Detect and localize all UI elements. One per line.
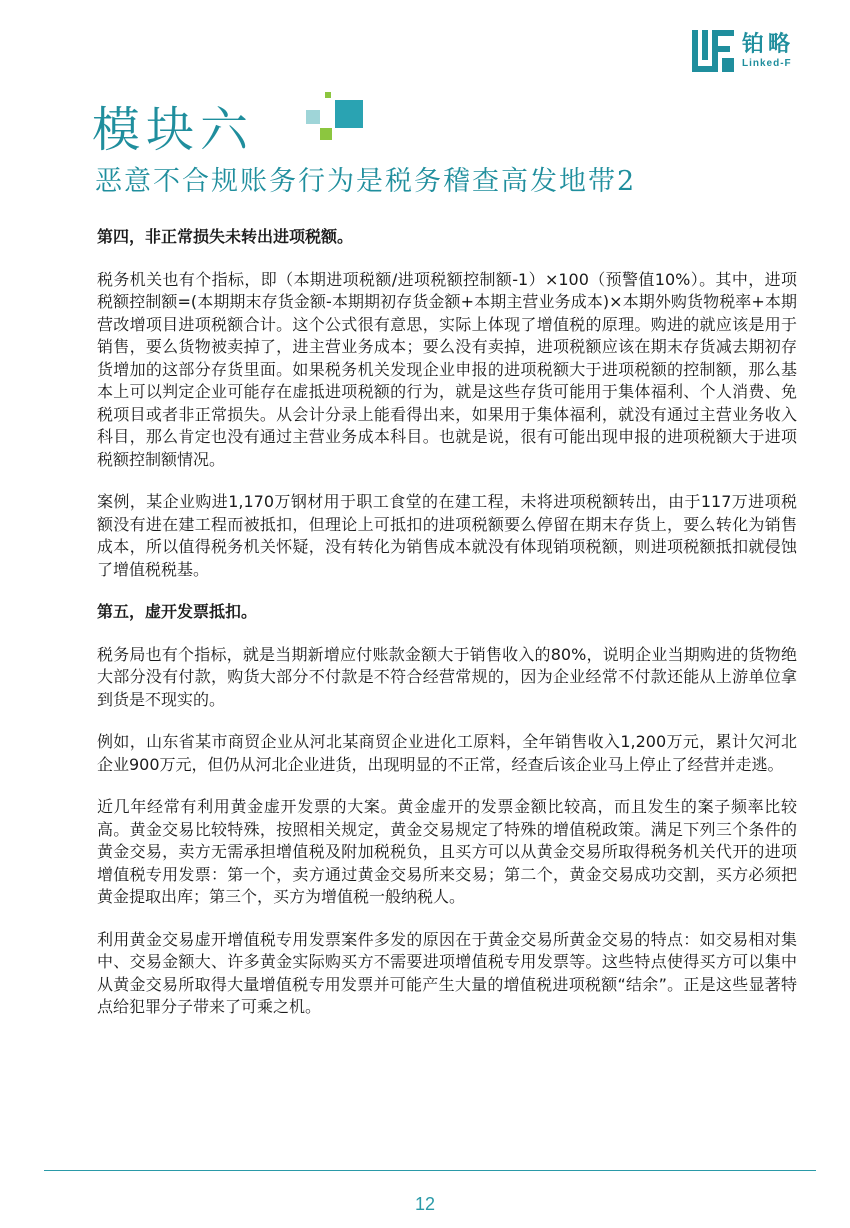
footer-divider xyxy=(44,1170,816,1171)
brand-logo xyxy=(690,28,794,74)
paragraph: 税务机关也有个指标，即（本期进项税额/进项税额控制额-1）×100（预警值10%）。其中，进项税额控制额=(本期期末存货金额-本期期初存货金额+本期主营业务成本)×本期外购货物税率+本期营改增项目进项税额合计。这个公式很有意思，实际上体现了增值税的原理。购进的就应该是用于销售，要么货物被卖掉了，进主营业务成本；要么没有卖掉，进项税额应该在期末存货减去期初存货增加的这部分存货里面。如果税务机关发现企业申报的进项税额大于进项税额的控制额，那么基本上可以判定企业可能存在虚抵进项税额的行为，就是这些存货可能用于集体福利、个人消费、免税项目或者非正常损失。从会计分录上能看得出来，如果用于集体福利，就没有通过主营业务收入科目，那么肯定也没有通过主营业务成本科目。也就是说，很有可能出现申报的进项税额大于进项税额控制额情况。 xyxy=(97,269,797,469)
section-heading: 第四，非正常损失未转出进项税额。 xyxy=(97,227,354,246)
paragraph: 近几年经常有利用黄金虚开发票的大案。黄金虚开的发票金额比较高，而且发生的案子频率比较高。黄金交易比较特殊，按照相关规定，黄金交易规定了特殊的增值税政策。满足下列三个条件的黄金交易，卖方无需承担增值税及附加税税负，且买方可以从黄金交易所取得税务机关代开的进项增值税专用发票：第一个，卖方通过黄金交易所来交易；第二个，黄金交易成功交割，买方必须把黄金提取出库；第三个，买方为增值税一般纳税人。 xyxy=(97,797,797,906)
logo-name-cn: 铂略 xyxy=(742,31,795,57)
logo-name-en: Linked-F xyxy=(742,57,792,69)
decor-square xyxy=(325,92,331,98)
page-number: 12 xyxy=(414,1194,436,1214)
page-subtitle: 恶意不合规账务行为是税务稽查高发地带2 xyxy=(95,166,637,197)
decor-square xyxy=(335,100,363,128)
paragraph: 税务局也有个指标，就是当期新增应付账款金额大于销售收入的80%，说明企业当期购进的货物绝大部分没有付款，购货大部分不付款是不符合经营常规的，因为企业经常不付款还能从上游单位拿到货是不现实的。 xyxy=(97,644,797,709)
decor-square xyxy=(320,128,332,140)
linked-f-logo-icon xyxy=(690,28,736,74)
module-title: 模块六 xyxy=(92,102,255,158)
paragraph: 利用黄金交易虚开增值税专用发票案件多发的原因在于黄金交易所黄金交易的特点：如交易相对集中、交易金额大、许多黄金实际购买方不需要进项增值税专用发票等。这些特点使得买方可以集中从黄金交易所取得大量增值税专用发票并可能产生大量的增值税进项税额“结余”。正是这些显著特点给犯罪分子带来了可乘之机。 xyxy=(97,929,797,1016)
decor-square xyxy=(306,110,320,124)
paragraph: 例如，山东省某市商贸企业从河北某商贸企业进化工原料，全年销售收入1,200万元，累计欠河北企业900万元，但仍从河北企业进货，出现明显的不正常，经查后该企业马上停止了经营并走逃。 xyxy=(97,732,797,774)
document-body xyxy=(97,226,797,1039)
paragraph: 案例，某企业购进1,170万钢材用于职工食堂的在建工程，未将进项税额转出，由于117万进项税额没有进在建工程而被抵扣，但理论上可抵扣的进项税额要么停留在期末存货上，要么转化为销售成本，所以值得税务机关怀疑，没有转化为销售成本就没有体现销项税额，则进项税额抵扣就侵蚀了增值税税基。 xyxy=(97,492,797,579)
section-heading: 第五，虚开发票抵扣。 xyxy=(97,602,258,621)
